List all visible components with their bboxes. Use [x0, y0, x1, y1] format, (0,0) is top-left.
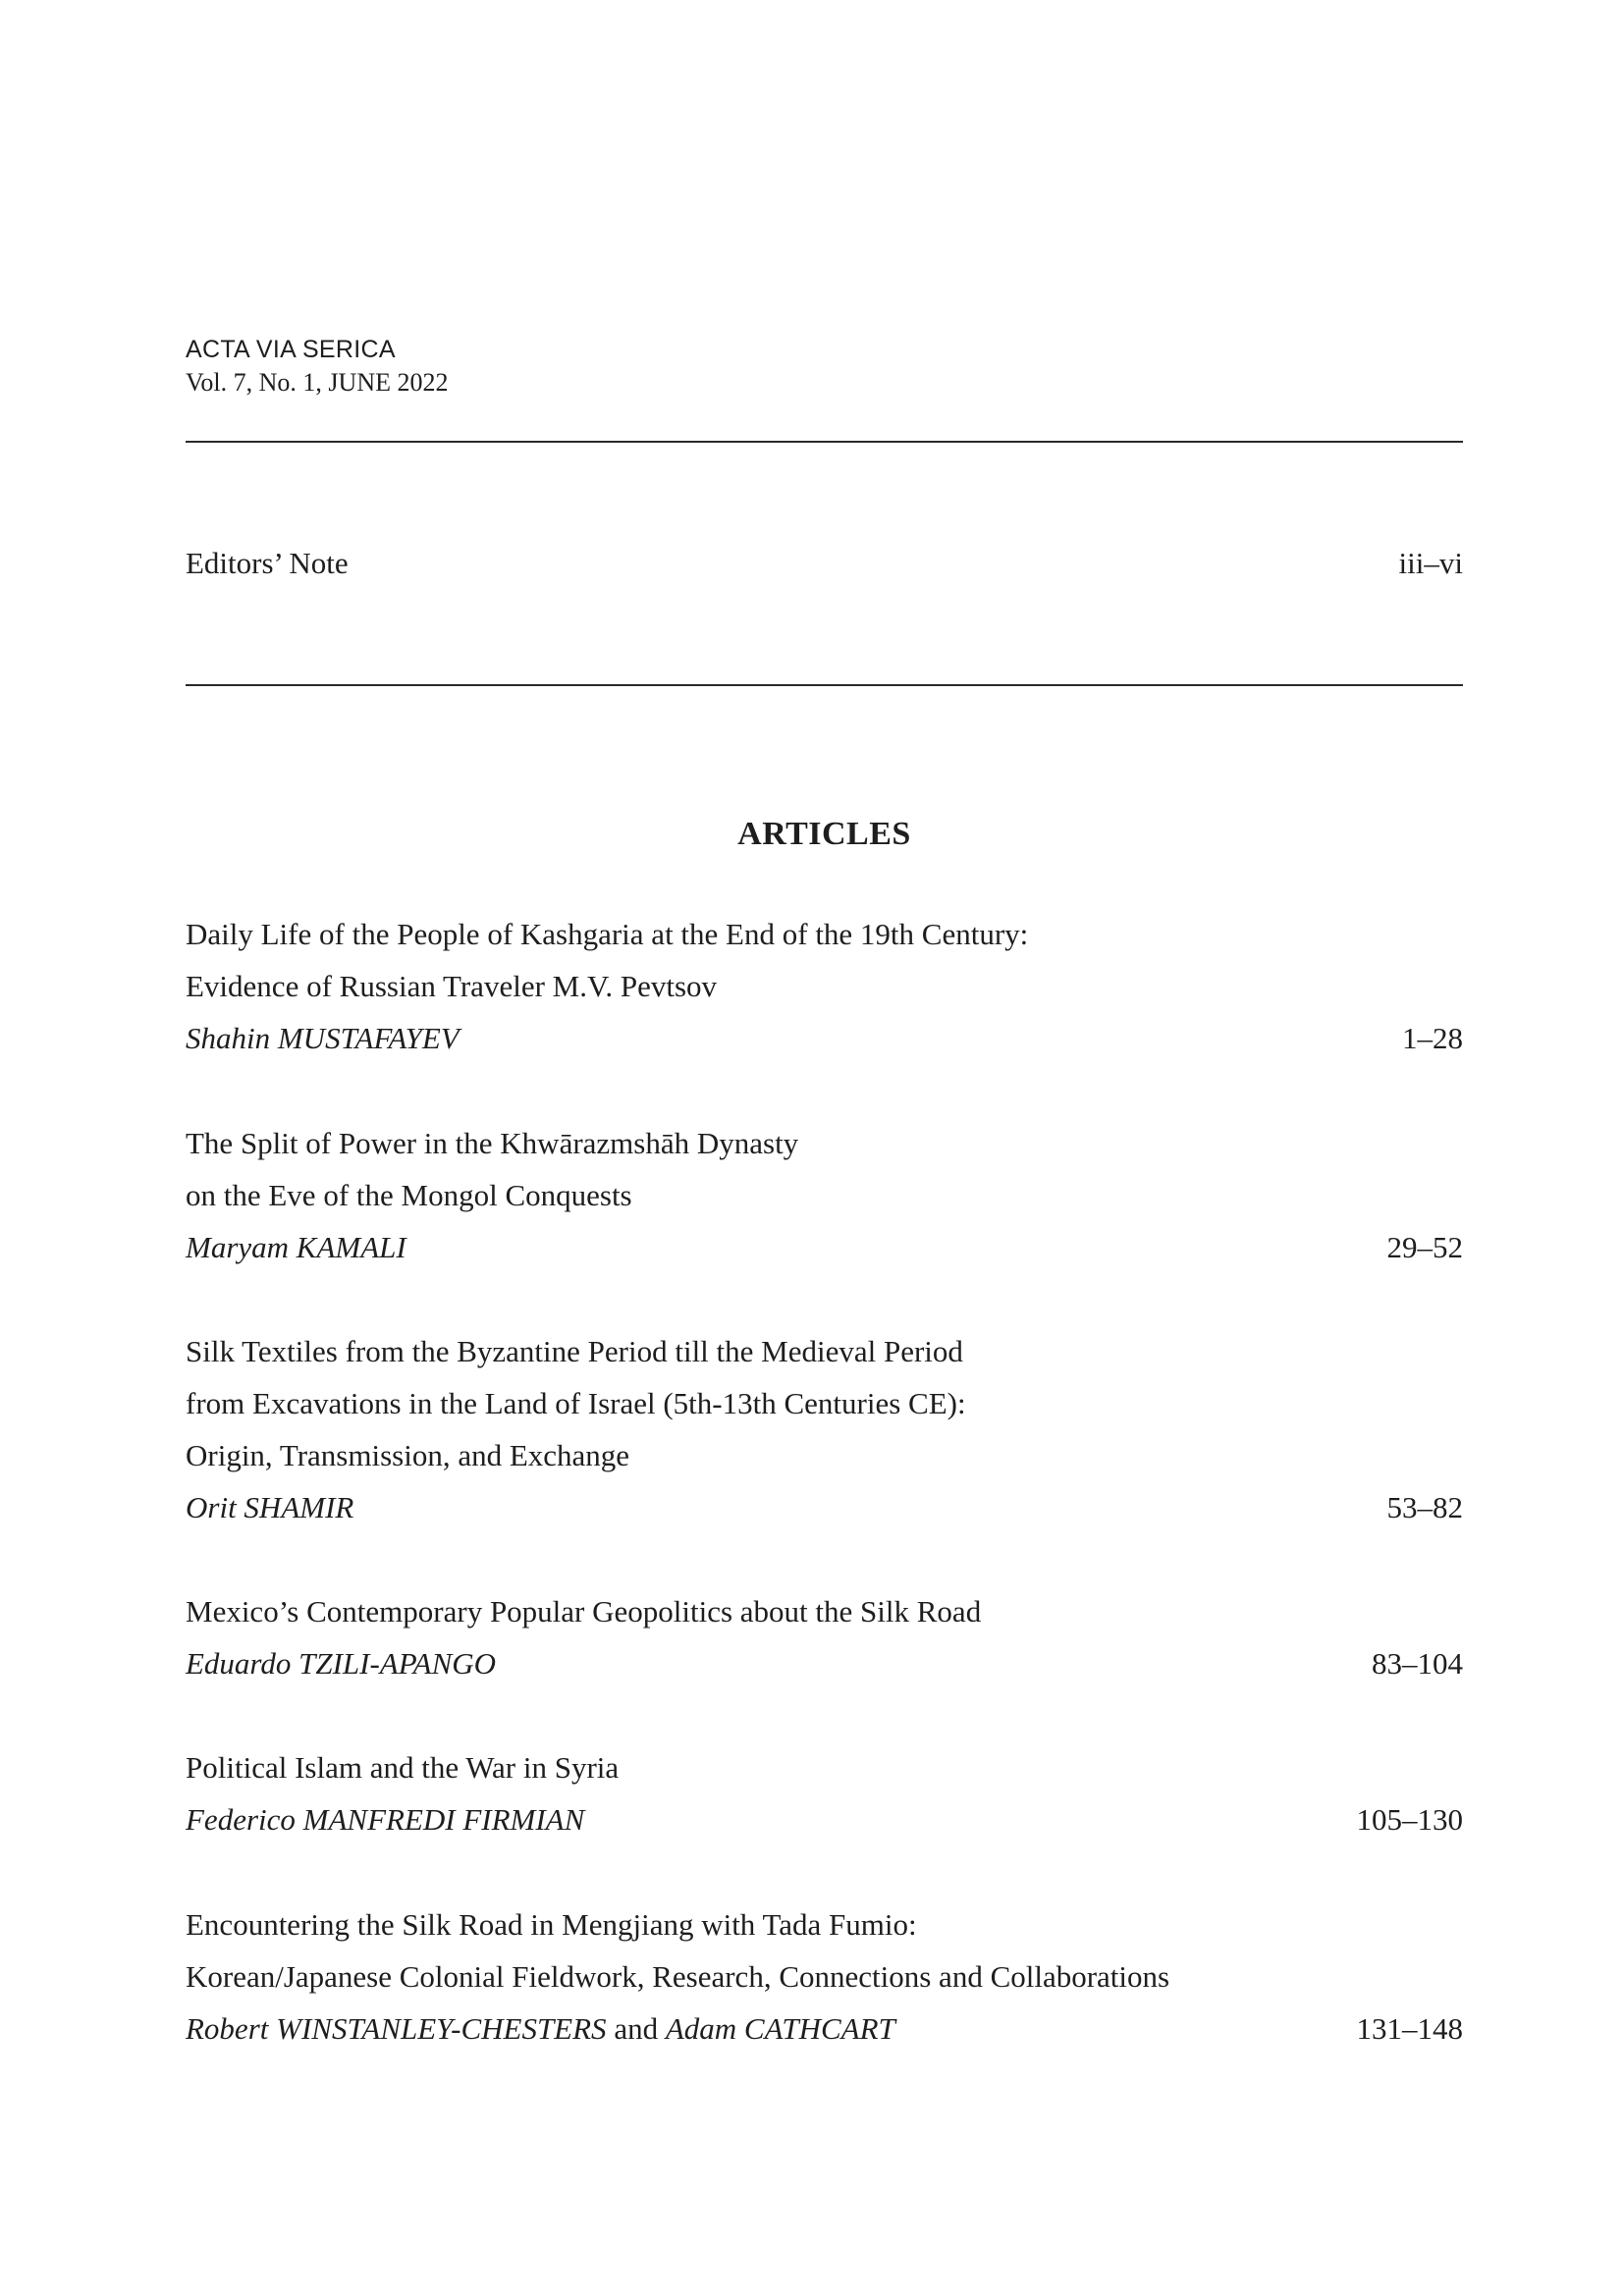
article-author: Federico MANFREDI FIRMIAN [186, 1802, 585, 1837]
article-author-row [186, 2002, 1463, 2055]
article-title-line: Encountering the Silk Road in Mengjiang with Tada Fumio: [186, 1907, 917, 1942]
article-author: Maryam KAMALI [186, 1230, 406, 1264]
article-author-row [186, 1637, 1463, 1689]
article-author: Orit SHAMIR [186, 1490, 354, 1524]
article-title-line: The Split of Power in the Khwārazmshāh Dynasty [186, 1126, 799, 1160]
article-author: Shahin MUSTAFAYEV [186, 1021, 460, 1055]
article-title-line: Evidence of Russian Traveler M.V. Pevtsov [186, 969, 718, 1003]
journal-name: ACTA VIA SERICA [186, 336, 396, 363]
article-entry[interactable] [186, 1585, 1463, 1689]
article-pages: 131–148 [1356, 2011, 1463, 2046]
table-of-contents-page [186, 0, 1463, 2296]
article-entry[interactable] [186, 1117, 1463, 1273]
article-author-row [186, 1793, 1463, 1845]
article-title-line: Political Islam and the War in Syria [186, 1750, 620, 1785]
section-divider [186, 684, 1463, 686]
article-pages: 83–104 [1372, 1646, 1463, 1681]
article-entry[interactable] [186, 908, 1463, 1064]
article-author: Robert WINSTANLEY-CHESTERS [186, 2011, 607, 2046]
article-author-row [186, 1012, 1463, 1064]
section-heading: ARTICLES [737, 816, 911, 852]
article-entry[interactable] [186, 1325, 1463, 1533]
article-title-line: Mexico’s Contemporary Popular Geopolitics about the Silk Road [186, 1594, 982, 1629]
editors-note-entry[interactable] [186, 537, 1463, 589]
article-title-line: Silk Textiles from the Byzantine Period till the Medieval Period [186, 1334, 963, 1368]
article-title-line: Daily Life of the People of Kashgaria at the End of the 19th Century: [186, 917, 1029, 951]
article-author-row [186, 1481, 1463, 1533]
article-pages: 105–130 [1356, 1802, 1463, 1837]
author-joiner: and [614, 2011, 666, 2046]
issue-info: Vol. 7, No. 1, JUNE 2022 [186, 368, 449, 397]
article-title-line: on the Eve of the Mongol Conquests [186, 1178, 632, 1212]
article-entry[interactable] [186, 1898, 1463, 2055]
top-divider [186, 441, 1463, 443]
article-pages: 53–82 [1386, 1490, 1463, 1524]
article-pages: 29–52 [1386, 1230, 1463, 1264]
article-title-line: Origin, Transmission, and Exchange [186, 1438, 630, 1472]
article-author-row [186, 1221, 1463, 1273]
article-author-2: Adam CATHCART [665, 2011, 895, 2046]
article-title-line: Korean/Japanese Colonial Fieldwork, Research, Connections and Collaborations [186, 1959, 1170, 1994]
article-pages: 1–28 [1402, 1021, 1463, 1055]
article-title-line: from Excavations in the Land of Israel (5th-13th Centuries CE): [186, 1386, 966, 1420]
article-author: Eduardo TZILI-APANGO [186, 1646, 497, 1681]
article-entry[interactable] [186, 1741, 1463, 1845]
editors-note-title: Editors’ Note [186, 546, 349, 580]
editors-note-pages: iii–vi [1398, 546, 1463, 580]
